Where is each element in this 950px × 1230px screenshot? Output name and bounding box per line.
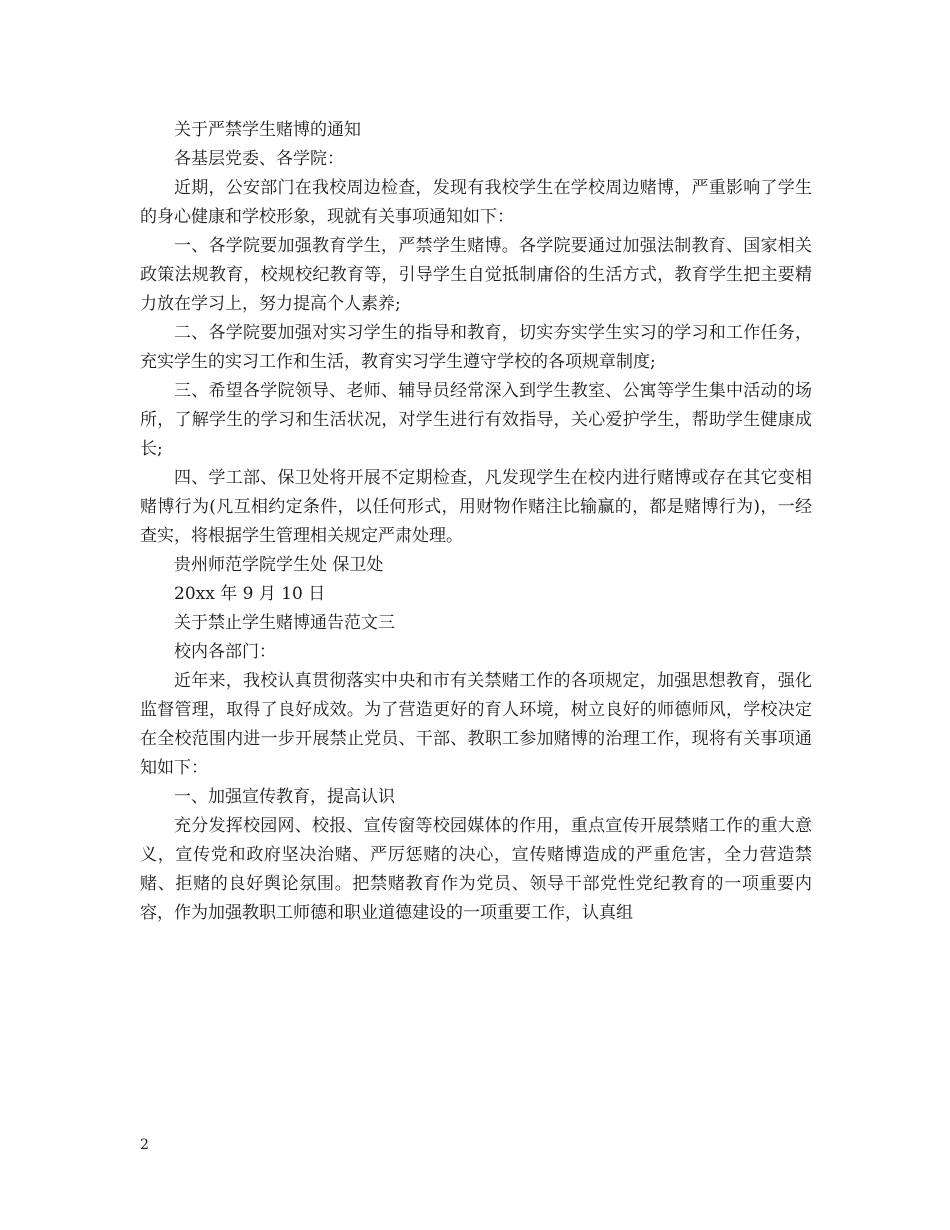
section-title: 关于禁止学生赌博通告范文三 [174, 613, 395, 633]
item-paragraph: 四、学工部、保卫处将开展不定期检查，凡发现学生在校内进行赌博或存在其它变相赌博行为(凡互相约定条件，以任何形式，用财物作赌注比输赢的，都是赌博行为)，一经查实，将根据学生管理相关规定严肃处理。 [140, 468, 812, 546]
document-body [140, 116, 812, 928]
item-paragraph: 三、希望各学院领导、老师、辅导员经常深入到学生教室、公寓等学生集中活动的场所，了解学生的学习和生活状况，对学生进行有效指导，关心爱护学生，帮助学生健康成长; [140, 381, 812, 459]
salutation: 各基层党委、各学院： [174, 149, 344, 169]
notice-title: 关于严禁学生赌博的通知 [174, 120, 361, 140]
body-paragraph: 充分发挥校园网、校报、宣传窗等校园媒体的作用，重点宣传开展禁赌工作的重大意义，宣传党和政府坚决治赌、严厉惩赌的决心，宣传赌博造成的严重危害，全力营造禁赌、拒赌的良好舆论氛围。把禁赌教育作为党员、领导干部党性党纪教育的一项重要内容，作为加强教职工师德和职业道德建设的一项重要工作，认真组 [140, 816, 812, 923]
signature-org: 贵州师范学院学生处 保卫处 [174, 555, 384, 575]
item-heading: 一、加强宣传教育，提高认识 [174, 787, 395, 807]
salutation: 校内各部门： [174, 642, 276, 662]
item-paragraph: 一、各学院要加强教育学生，严禁学生赌博。各学院要通过加强法制教育、国家相关政策法规教育，校规校纪教育等，引导学生自觉抵制庸俗的生活方式，教育学生把主要精力放在学习上，努力提高个人素养; [140, 236, 812, 314]
body-paragraph: 近年来，我校认真贯彻落实中央和市有关禁赌工作的各项规定，加强思想教育，强化监督管理，取得了良好成效。为了营造更好的育人环境，树立良好的师德师风，学校决定在全校范围内进一步开展禁止党员、干部、教职工参加赌博的治理工作，现将有关事项通知如下： [140, 671, 812, 778]
body-paragraph: 近期，公安部门在我校周边检查，发现有我校学生在学校周边赌博，严重影响了学生的身心健康和学校形象，现就有关事项通知如下： [140, 178, 812, 227]
page-number: 2 [140, 1137, 149, 1153]
signature-date: 20xx 年 9 月 10 日 [174, 584, 326, 604]
item-paragraph: 二、各学院要加强对实习学生的指导和教育，切实夯实学生实习的学习和工作任务，充实学生的实习工作和生活，教育实习学生遵守学校的各项规章制度; [140, 323, 812, 372]
